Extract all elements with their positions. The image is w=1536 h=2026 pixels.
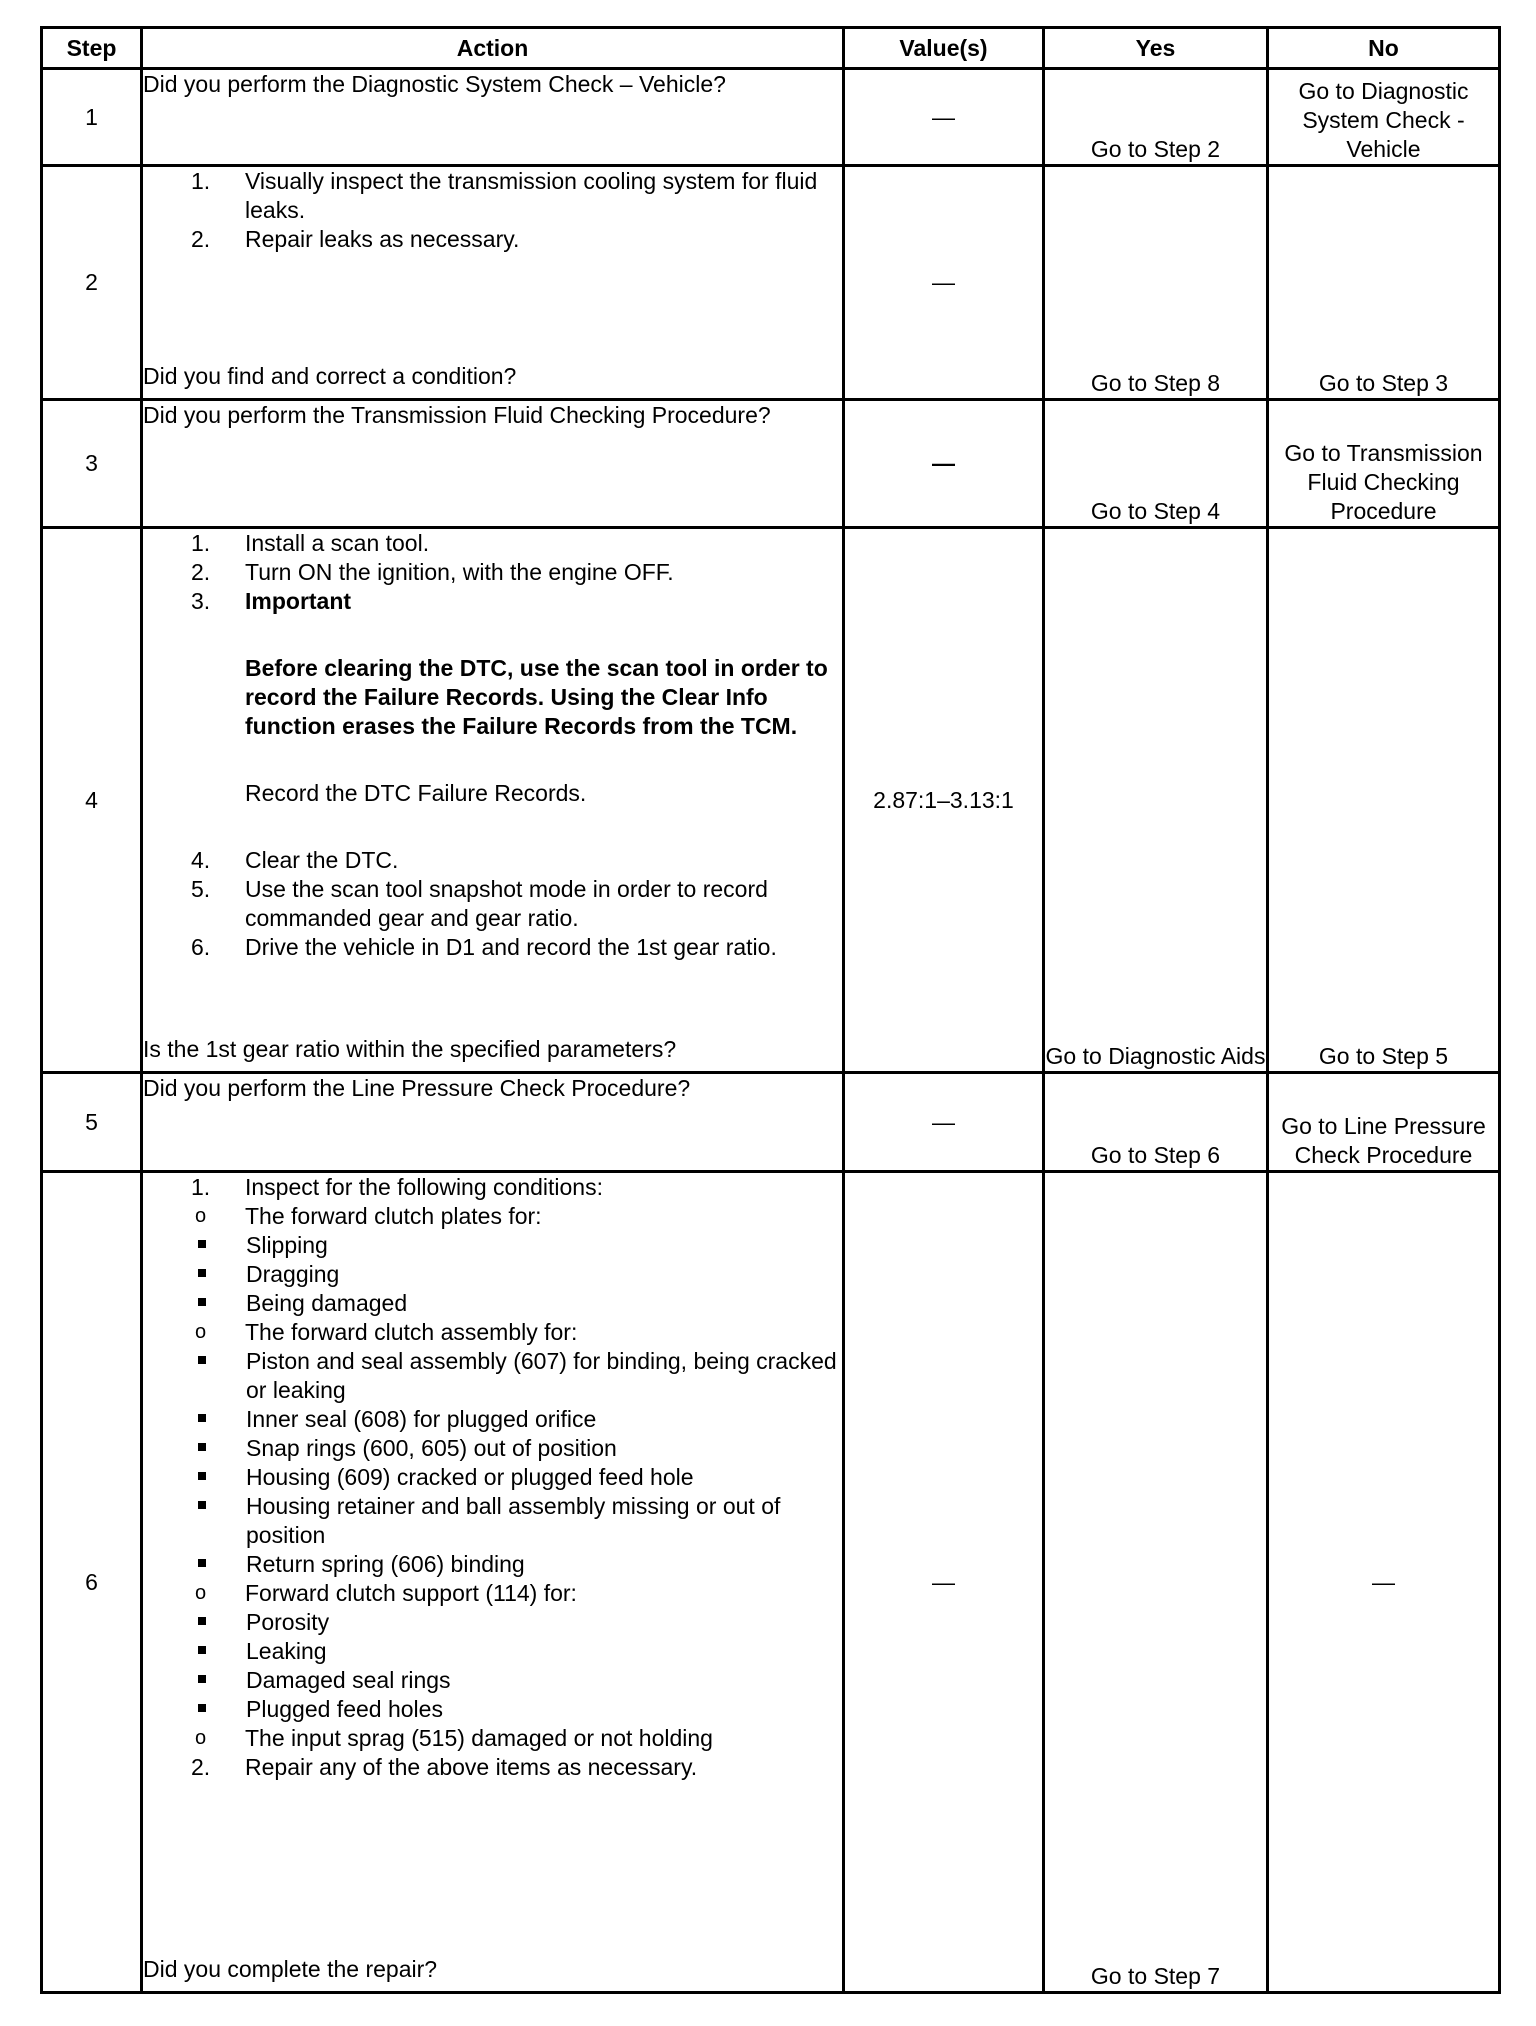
yes-cell: Go to Step 8 [1044, 166, 1268, 400]
no-cell: — [1268, 1172, 1500, 1993]
value-cell: — [844, 166, 1044, 400]
condition-item: Plugged feed holes [145, 1695, 842, 1724]
value-cell: 2.87:1–3.13:1 [844, 528, 1044, 1073]
action-cell [142, 1073, 844, 1172]
condition-item: Being damaged [145, 1289, 842, 1318]
important-note: Before clearing the DTC, use the scan tool in order to record the Failure Records. Using the Clear Info function erases the Failure Records from the TCM. [245, 655, 828, 739]
table-row [42, 1172, 1500, 1993]
value-cell: — [844, 1172, 1044, 1993]
action-question: Did you perform the Line Pressure Check Procedure? [143, 1075, 691, 1101]
condition-group: o The forward clutch assembly for: Piston and seal assembly (607) for binding, being cracked or leaking Inner seal (608) for plugged orifice Snap rings (600, 605) out of position Housing (609) cracked or plugged feed hole Housing retainer and ball assembly missing or out of position Return spring (606) binding [145, 1318, 842, 1579]
action-cell [142, 528, 844, 1073]
list-item: 6. Drive the vehicle in D1 and record the 1st gear ratio. [191, 934, 777, 960]
step-number: 3 [42, 400, 142, 528]
condition-item: Piston and seal assembly (607) for binding, being cracked or leaking [145, 1347, 842, 1405]
condition-item: Return spring (606) binding [145, 1550, 842, 1579]
action-steps [143, 529, 842, 962]
action-cell [142, 1172, 844, 1993]
step-number: 1 [42, 69, 142, 166]
list-item: 2. Repair any of the above items as necessary. [191, 1754, 698, 1780]
table-row [42, 1073, 1500, 1172]
action-question: Did you find and correct a condition? [143, 363, 517, 389]
list-item: 4. Clear the DTC. [191, 847, 399, 873]
condition-group: o The forward clutch plates for: Slipping Dragging Being damaged [145, 1202, 842, 1318]
value-cell: — [844, 1073, 1044, 1172]
list-item: 1. Visually inspect the transmission cooling system for fluid leaks. [191, 168, 818, 223]
list-item: 5. Use the scan tool snapshot mode in order to record commanded gear and gear ratio. [191, 876, 768, 931]
no-cell: Go to Step 5 [1268, 528, 1500, 1073]
header-action: Action [142, 28, 844, 69]
condition-item: Damaged seal rings [145, 1666, 842, 1695]
action-question: Did you perform the Diagnostic System Check – Vehicle? [143, 71, 726, 97]
value-cell: — [844, 69, 1044, 166]
action-steps [143, 1173, 842, 1782]
condition-item: Dragging [145, 1260, 842, 1289]
condition-groups [195, 1202, 842, 1753]
condition-item: Inner seal (608) for plugged orifice [145, 1405, 842, 1434]
no-cell: Go to Line Pressure Check Procedure [1268, 1073, 1500, 1172]
action-question: Is the 1st gear ratio within the specified parameters? [143, 1036, 677, 1062]
condition-item: Snap rings (600, 605) out of position [145, 1434, 842, 1463]
no-cell: Go to Diagnostic System Check - Vehicle [1268, 69, 1500, 166]
step-number: 5 [42, 1073, 142, 1172]
list-item: 2. Turn ON the ignition, with the engine OFF. [191, 559, 674, 585]
condition-item: Housing retainer and ball assembly missing or out of position [145, 1492, 842, 1550]
important-label: Important [245, 588, 352, 614]
yes-cell: Go to Step 7 [1044, 1172, 1268, 1993]
yes-cell: Go to Step 2 [1044, 69, 1268, 166]
table-row [42, 400, 1500, 528]
no-cell: Go to Transmission Fluid Checking Procedure [1268, 400, 1500, 528]
action-steps [143, 167, 842, 254]
action-cell [142, 400, 844, 528]
diagnostic-table [40, 26, 1501, 1994]
table-row [42, 69, 1500, 166]
condition-group: o Forward clutch support (114) for: Porosity Leaking Damaged seal rings Plugged feed holes [145, 1579, 842, 1724]
condition-item: Porosity [145, 1608, 842, 1637]
no-cell: Go to Step 3 [1268, 166, 1500, 400]
condition-group: o The input sprag (515) damaged or not holding [195, 1725, 713, 1751]
condition-item: Leaking [145, 1637, 842, 1666]
yes-cell: Go to Step 4 [1044, 400, 1268, 528]
condition-item: Slipping [145, 1231, 842, 1260]
table-row [42, 166, 1500, 400]
step-number: 6 [42, 1172, 142, 1993]
table-row [42, 528, 1500, 1073]
step-number: 2 [42, 166, 142, 400]
action-question: Did you complete the repair? [143, 1956, 438, 1982]
value-cell: — [844, 400, 1044, 528]
action-cell [142, 69, 844, 166]
header-no: No [1268, 28, 1500, 69]
action-question: Did you perform the Transmission Fluid Checking Procedure? [143, 402, 771, 428]
list-item: 1. Install a scan tool. [191, 530, 430, 556]
action-cell [142, 166, 844, 400]
header-yes: Yes [1044, 28, 1268, 69]
record-note: Record the DTC Failure Records. [245, 780, 587, 806]
yes-cell: Go to Step 6 [1044, 1073, 1268, 1172]
header-values: Value(s) [844, 28, 1044, 69]
list-item: 1. Inspect for the following conditions: o The forward clutch plates for: Slipping Dragging Being damaged o The forward clutch assembly for: Piston and seal assembly (607) for binding, being cracked or leaking Inner seal (608) for plugged orifice Snap rings (600, 605) out of position Housing (609) cracked or plugged feed hole Housing retainer and ball assembly missing or out of position Return spring (606) binding o Forward clutch support (114) for: Porosity Leaking Damaged seal rings Plugged feed holes o The input sprag (515) damaged or not holding [143, 1173, 842, 1753]
step-number: 4 [42, 528, 142, 1073]
header-step: Step [42, 28, 142, 69]
header-row [42, 28, 1500, 69]
yes-cell: Go to Diagnostic Aids [1044, 528, 1268, 1073]
condition-item: Housing (609) cracked or plugged feed hole [145, 1463, 842, 1492]
list-item: 2. Repair leaks as necessary. [191, 226, 520, 252]
list-item: 3. Important Before clearing the DTC, use the scan tool in order to record the Failure Records. Using the Clear Info function erases the Failure Records from the TCM. Record the DTC Failure Records. [143, 587, 842, 846]
